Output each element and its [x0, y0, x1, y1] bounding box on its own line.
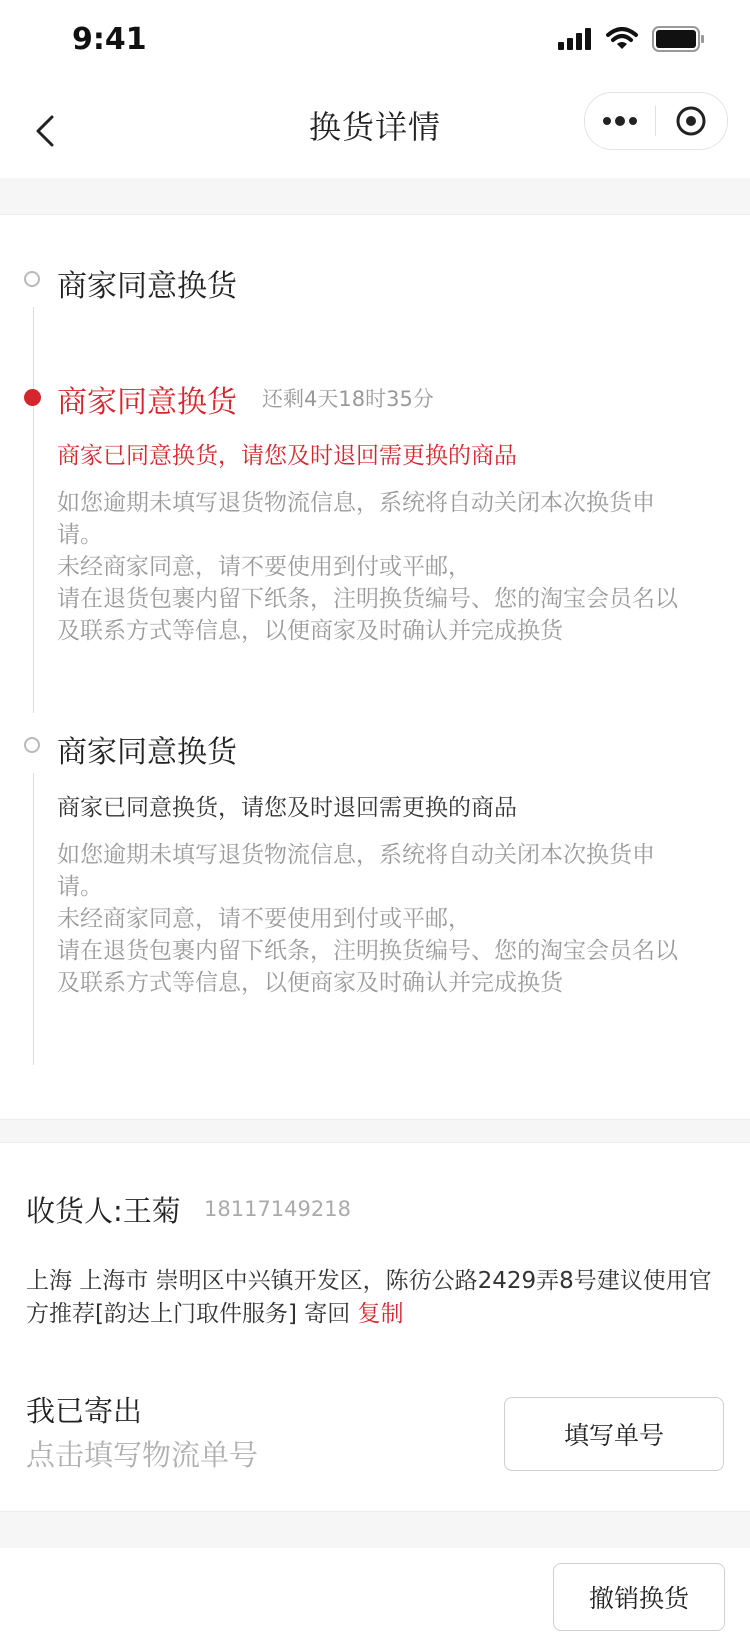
- step-description-line: 请在退货包裹内留下纸条，注明换货编号、您的淘宝会员名以及联系方式等信息，以便商家及时确认并完成换货: [57, 586, 678, 644]
- step-title: 商家同意换货: [57, 269, 237, 304]
- shipped-title: 我已寄出: [26, 1394, 143, 1428]
- target-close-icon: [675, 105, 707, 137]
- receiver-phone: 18117149218: [204, 1197, 351, 1221]
- nav-bar: [0, 86, 750, 178]
- miniprogram-capsule: [584, 92, 728, 150]
- step-description-line: 请在退货包裹内留下纸条，注明换货编号、您的淘宝会员名以及联系方式等信息，以便商家及时确认并完成换货: [57, 938, 678, 996]
- battery-icon: [652, 26, 706, 56]
- fill-tracking-number-button[interactable]: 填写单号: [504, 1397, 724, 1471]
- step-description-line: 未经商家同意，请不要使用到付或平邮，: [57, 554, 471, 580]
- step-dot-active: [24, 389, 41, 406]
- wifi-icon: [606, 27, 638, 55]
- status-time: 9:41: [72, 22, 147, 57]
- page-title: 换货详情: [308, 108, 441, 146]
- step-description: [57, 487, 697, 647]
- cancel-exchange-button[interactable]: 撤销换货: [553, 1563, 725, 1631]
- step-description-line: 如您逾期未填写退货物流信息，系统将自动关闭本次换货申请。: [57, 842, 655, 900]
- timeline-line: [33, 307, 34, 713]
- more-button[interactable]: [585, 93, 655, 149]
- return-address: [26, 1265, 726, 1331]
- timeline-line: [33, 773, 34, 1065]
- receiver-name: 收货人:王菊: [26, 1194, 181, 1228]
- more-dots-icon: [602, 116, 638, 126]
- step-dot: [24, 271, 40, 287]
- step-remaining-time: 还剩4天18时35分: [262, 387, 434, 411]
- tracking-hint[interactable]: 点击填写物流单号: [26, 1438, 259, 1472]
- step-title-active: 商家同意换货: [57, 385, 237, 420]
- step-description: [57, 839, 697, 999]
- copy-address-link[interactable]: 复制: [357, 1301, 404, 1327]
- step-subtitle: 商家已同意换货，请您及时退回需更换的商品: [57, 443, 517, 469]
- signal-icon: [558, 28, 592, 54]
- status-icons: [558, 26, 706, 56]
- bottom-action-bar: [0, 1548, 750, 1645]
- address-card: [0, 1142, 750, 1512]
- status-bar: [0, 0, 750, 86]
- step-dot: [24, 737, 40, 753]
- close-miniprogram-button[interactable]: [656, 93, 726, 149]
- step-description-line: 如您逾期未填写退货物流信息，系统将自动关闭本次换货申请。: [57, 490, 655, 548]
- address-text: 上海 上海市 崇明区中兴镇开发区，陈彷公路2429弄8号建议使用官方推荐[韵达上门取件服务] 寄回: [26, 1268, 712, 1327]
- step-description-line: 未经商家同意，请不要使用到付或平邮，: [57, 906, 471, 932]
- step-subtitle: 商家已同意换货，请您及时退回需更换的商品: [57, 795, 517, 821]
- progress-card: [0, 214, 750, 1120]
- step-title: 商家同意换货: [57, 735, 237, 770]
